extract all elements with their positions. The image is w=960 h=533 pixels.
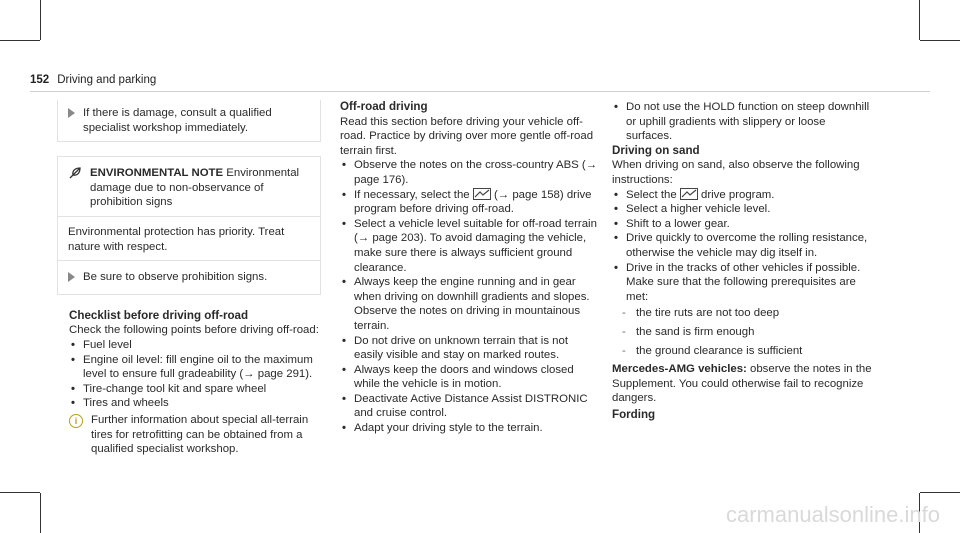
env-action: Be sure to observe prohibition signs. bbox=[83, 271, 268, 284]
list-item: • Always keep the engine running and in gear when driving on downhill gradients and slopes. Observe the notes on driving in mountainous terrain. bbox=[340, 275, 598, 333]
env-title: ENVIRONMENTAL NOTE bbox=[90, 167, 224, 180]
crop-mark bbox=[0, 40, 40, 41]
list-item: • Fuel level bbox=[69, 338, 321, 353]
fording-title: Fording bbox=[612, 407, 656, 421]
list-item: • Tires and wheels bbox=[69, 396, 321, 411]
offroad-program-icon bbox=[473, 188, 491, 200]
crop-mark bbox=[920, 492, 960, 493]
checklist bbox=[69, 338, 321, 411]
list-item: • If necessary, select the (→ page 158) drive program before driving off-road. bbox=[340, 188, 598, 217]
offroad-intro: Read this section before driving your vehicle off-road. Practice by driving over more gentle off-road terrain first. bbox=[340, 115, 594, 157]
page-header bbox=[30, 73, 930, 88]
column-left bbox=[57, 100, 321, 457]
crop-mark bbox=[920, 40, 960, 41]
watermark: carmanualsonline.info bbox=[725, 502, 940, 528]
crop-mark bbox=[40, 0, 41, 40]
column-middle bbox=[340, 100, 598, 436]
env-body: Environmental protection has priority. Treat nature with respect. bbox=[68, 225, 285, 253]
checklist-title: Checklist before driving off-road bbox=[69, 308, 249, 322]
column-right bbox=[612, 100, 874, 422]
list-item: • Engine oil level: fill engine oil to the maximum level to ensure full gradeability (→ page 291). bbox=[69, 353, 321, 382]
list-item: • Select a vehicle level suitable for off-road terrain (→ page 203). To avoid damaging the vehicle, make sure there is always sufficient ground clearance. bbox=[340, 217, 598, 275]
list-item: • Drive in the tracks of other vehicles if possible. Make sure that the following prerequisites are met: bbox=[612, 261, 874, 305]
amg-text: observe the notes in the Supplement. You could otherwise fail to recognize dangers. bbox=[612, 363, 872, 405]
offroad-list bbox=[340, 158, 598, 435]
list-item: • Select a higher vehicle level. bbox=[612, 202, 874, 217]
sand-list bbox=[612, 188, 874, 305]
offroad-title: Off-road driving bbox=[340, 100, 428, 113]
warning-text: If there is damage, consult a qualified specialist workshop immediately. bbox=[83, 107, 272, 134]
env-text: Environmental damage due to non-observance of prohibition signs bbox=[90, 167, 300, 209]
list-item: • Shift to a lower gear. bbox=[612, 217, 874, 232]
page-number: 152 bbox=[30, 74, 50, 86]
info-text: Further information about special all-terrain tires for retrofitting can be obtained from a qualified specialist workshop. bbox=[91, 413, 309, 456]
hold-list bbox=[612, 100, 874, 144]
list-item: - the ground clearance is sufficient bbox=[612, 344, 874, 359]
arrow-icon bbox=[68, 108, 75, 118]
list-item: • Do not use the HOLD function on steep downhill or uphill gradients with slippery or loose surfaces. bbox=[612, 100, 874, 144]
environmental-note bbox=[57, 156, 321, 295]
crop-mark bbox=[0, 492, 40, 493]
amg-note bbox=[612, 362, 874, 406]
list-item: • Observe the notes on the cross-country ABS (→ page 176). bbox=[340, 158, 598, 187]
crop-mark bbox=[40, 493, 41, 533]
arrow-icon bbox=[68, 272, 75, 282]
amg-label: Mercedes-AMG vehicles: bbox=[612, 363, 747, 376]
list-item: • Do not drive on unknown terrain that is not easily visible and stay on marked routes. bbox=[340, 334, 598, 363]
warning-box-tail bbox=[57, 100, 321, 142]
prerequisite-list bbox=[612, 306, 874, 358]
checklist-intro: Check the following points before driving off-road: bbox=[69, 324, 319, 337]
section-title: Driving and parking bbox=[57, 74, 157, 86]
crop-mark bbox=[919, 0, 920, 40]
list-item: • Always keep the doors and windows closed while the vehicle is in motion. bbox=[340, 363, 598, 392]
info-icon: i bbox=[69, 414, 83, 428]
list-item: • Select the drive program. bbox=[612, 188, 874, 203]
list-item: • Deactivate Active Distance Assist DISTRONIC and cruise control. bbox=[340, 392, 598, 421]
list-item: - the sand is firm enough bbox=[612, 325, 874, 340]
list-item: • Adapt your driving style to the terrain. bbox=[340, 421, 598, 436]
leaf-icon bbox=[68, 166, 82, 210]
sand-title: Driving on sand bbox=[612, 143, 700, 157]
list-item: • Tire-change tool kit and spare wheel bbox=[69, 382, 321, 397]
list-item: - the tire ruts are not too deep bbox=[612, 306, 874, 321]
list-item: • Drive quickly to overcome the rolling resistance, otherwise the vehicle may dig itself in. bbox=[612, 231, 874, 260]
sand-intro: When driving on sand, also observe the following instructions: bbox=[612, 159, 860, 186]
header-rule bbox=[30, 91, 930, 92]
offroad-program-icon bbox=[680, 188, 698, 200]
